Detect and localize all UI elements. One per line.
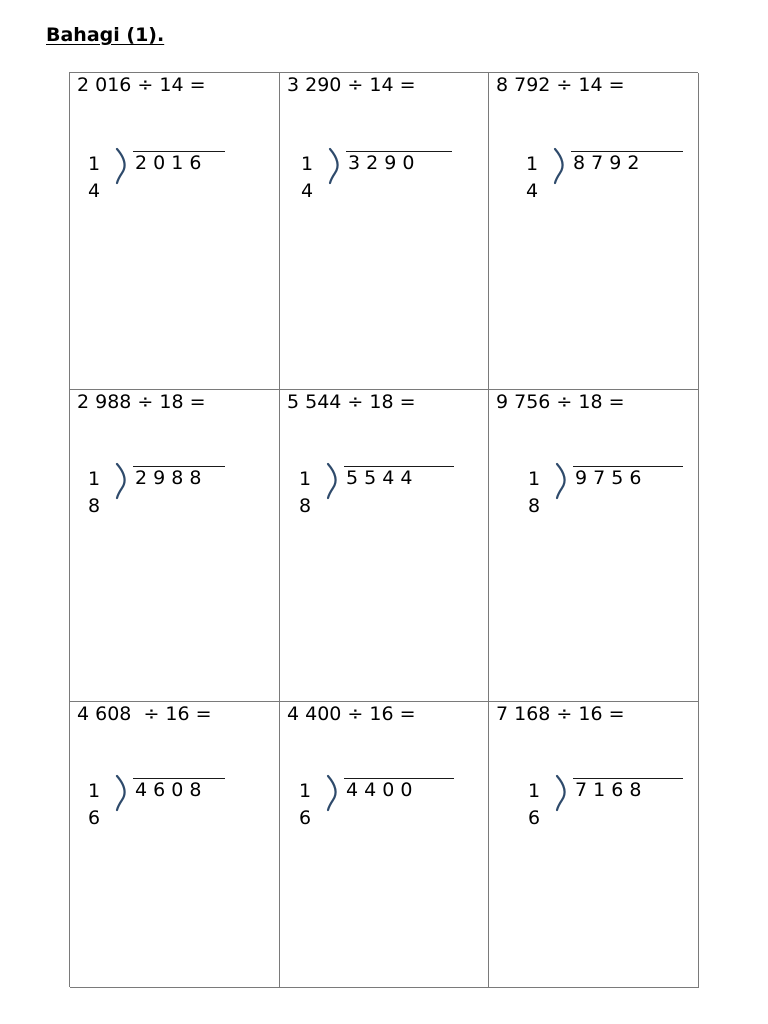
divisor-digit: 1	[525, 153, 539, 175]
dividend: 2 0 1 6	[135, 152, 202, 174]
long-division	[527, 466, 687, 526]
divisor-digit: 1	[527, 468, 541, 490]
divisor-stacked	[300, 151, 314, 205]
problem-grid	[69, 72, 698, 987]
problem-cell-5	[280, 390, 489, 702]
problem-cell-6	[489, 390, 699, 702]
division-bracket-icon	[326, 147, 346, 187]
worksheet-title: Bahagi (1).	[46, 24, 165, 46]
long-division	[300, 151, 460, 211]
problem-equation: 4 608 ÷ 16 =	[77, 703, 212, 725]
divisor-digit: 6	[527, 807, 541, 829]
dividend: 4 4 0 0	[346, 779, 413, 801]
dividend: 5 5 4 4	[346, 467, 413, 489]
problem-equation: 4 400 ÷ 16 =	[287, 703, 416, 725]
division-bracket-icon	[553, 462, 573, 502]
divisor-digit: 8	[298, 495, 312, 517]
divisor-digit: 1	[87, 468, 101, 490]
divisor-stacked	[87, 466, 101, 520]
dividend: 8 7 9 2	[573, 152, 640, 174]
divisor-digit: 1	[300, 153, 314, 175]
divisor-digit: 4	[87, 180, 101, 202]
problem-equation: 8 792 ÷ 14 =	[496, 74, 625, 96]
divisor-stacked	[527, 778, 541, 832]
division-bracket-icon	[113, 462, 133, 502]
division-bracket-icon	[324, 462, 344, 502]
problem-equation: 7 168 ÷ 16 =	[496, 703, 625, 725]
dividend: 9 7 5 6	[575, 467, 642, 489]
division-bracket-icon	[113, 774, 133, 814]
long-division	[525, 151, 685, 211]
divisor-digit: 8	[87, 495, 101, 517]
problem-cell-1	[70, 73, 280, 390]
divisor-digit: 6	[298, 807, 312, 829]
divisor-digit: 1	[87, 153, 101, 175]
divisor-digit: 1	[298, 780, 312, 802]
divisor-stacked	[87, 151, 101, 205]
dividend: 4 6 0 8	[135, 779, 202, 801]
problem-cell-9	[489, 702, 699, 988]
problem-equation: 2 016 ÷ 14 =	[77, 74, 206, 96]
divisor-stacked	[525, 151, 539, 205]
problem-cell-3	[489, 73, 699, 390]
divisor-digit: 6	[87, 807, 101, 829]
long-division	[298, 466, 458, 526]
divisor-digit: 8	[527, 495, 541, 517]
divisor-stacked	[87, 778, 101, 832]
long-division	[87, 151, 247, 211]
divisor-digit: 1	[527, 780, 541, 802]
divisor-digit: 1	[87, 780, 101, 802]
dividend: 7 1 6 8	[575, 779, 642, 801]
problem-cell-7	[70, 702, 280, 988]
divisor-digit: 4	[300, 180, 314, 202]
long-division	[87, 778, 247, 838]
long-division	[298, 778, 458, 838]
long-division	[87, 466, 247, 526]
problem-cell-8	[280, 702, 489, 988]
division-bracket-icon	[324, 774, 344, 814]
divisor-stacked	[527, 466, 541, 520]
problem-equation: 5 544 ÷ 18 =	[287, 391, 416, 413]
problem-equation: 9 756 ÷ 18 =	[496, 391, 625, 413]
division-bracket-icon	[553, 774, 573, 814]
problem-equation: 3 290 ÷ 14 =	[287, 74, 416, 96]
problem-cell-2	[280, 73, 489, 390]
dividend: 2 9 8 8	[135, 467, 202, 489]
division-bracket-icon	[551, 147, 571, 187]
divisor-stacked	[298, 466, 312, 520]
division-bracket-icon	[113, 147, 133, 187]
divisor-digit: 4	[525, 180, 539, 202]
divisor-stacked	[298, 778, 312, 832]
long-division	[527, 778, 687, 838]
dividend: 3 2 9 0	[348, 152, 415, 174]
problem-equation: 2 988 ÷ 18 =	[77, 391, 206, 413]
problem-cell-4	[70, 390, 280, 702]
divisor-digit: 1	[298, 468, 312, 490]
